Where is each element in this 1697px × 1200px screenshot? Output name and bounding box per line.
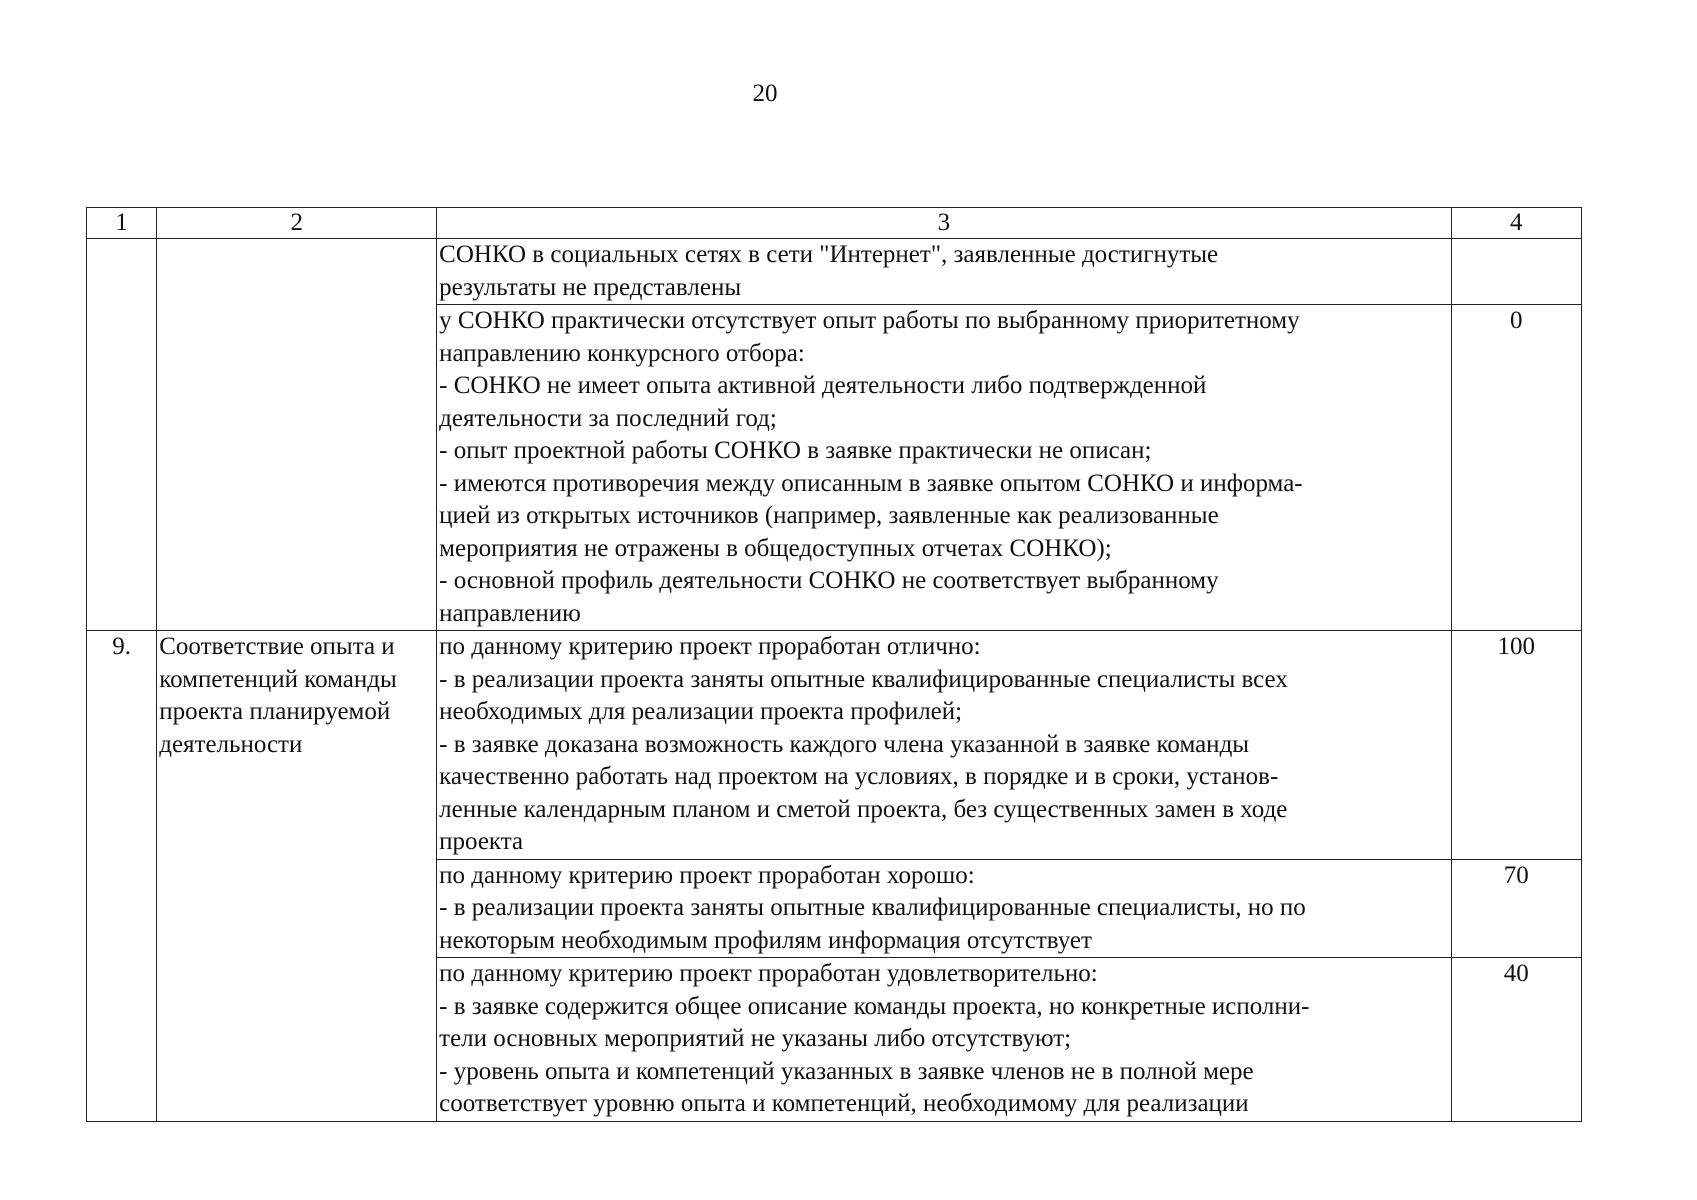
table-row: [87, 239, 1582, 305]
criterion-cell: [157, 239, 437, 631]
row-number-cell: [87, 239, 157, 631]
column-header: 3: [437, 208, 1451, 239]
page-number: 20: [752, 80, 778, 107]
row-number-cell: 9.: [87, 631, 157, 1122]
score-cell: [1451, 239, 1581, 305]
description-cell: СОНКО в социальных сетях в сети "Интернет", заявленные достигнутые результаты не представлены: [437, 239, 1451, 305]
score-cell: 100: [1451, 631, 1581, 860]
criteria-table: [86, 207, 1582, 1122]
column-header: 4: [1451, 208, 1581, 239]
description-cell: по данному критерию проект проработан удовлетворительно: - в заявке содержится общее описание команды проекта, но конкретные исполни- тели основных мероприятий не указаны либо отсутствуют; - уровень опыта и компетенций указанных в заявке членов не в полной мере соответствует уровню опыта и компетенций, необходимому для реализации: [437, 958, 1451, 1122]
column-header: 2: [157, 208, 437, 239]
score-cell: 70: [1451, 859, 1581, 958]
criterion-cell: Соответствие опыта и компетенций команды проекта планируемой деятельности: [157, 631, 437, 1122]
score-cell: 40: [1451, 958, 1581, 1122]
column-header: 1: [87, 208, 157, 239]
description-cell: по данному критерию проект проработан хорошо: - в реализации проекта заняты опытные квалифицированные специалисты, но по некоторым необходимым профилям информация отсутствует: [437, 859, 1451, 958]
table-header-row: [87, 208, 1582, 239]
description-cell: у СОНКО практически отсутствует опыт работы по выбранному приоритетному направлению конкурсного отбора: - СОНКО не имеет опыта активной деятельности либо подтвержденной деятельности за последний год; - опыт проектной работы СОНКО в заявке практически не описан; - имеются противоречия между описанным в заявке опытом СОНКО и информа- цией из открытых источников (например, заявленные как реализованные мероприятия не отражены в общедоступных отчетах СОНКО); - основной профиль деятельности СОНКО не соответствует выбранному направлению: [437, 305, 1451, 631]
score-cell: 0: [1451, 305, 1581, 631]
table-row: [87, 631, 1582, 860]
description-cell: по данному критерию проект проработан отлично: - в реализации проекта заняты опытные квалифицированные специалисты всех необходимых для реализации проекта профилей; - в заявке доказана возможность каждого члена указанной в заявке команды качественно работать над проектом на условиях, в порядке и в сроки, установ- ленные календарным планом и сметой проекта, без существенных замен в ходе проекта: [437, 631, 1451, 860]
